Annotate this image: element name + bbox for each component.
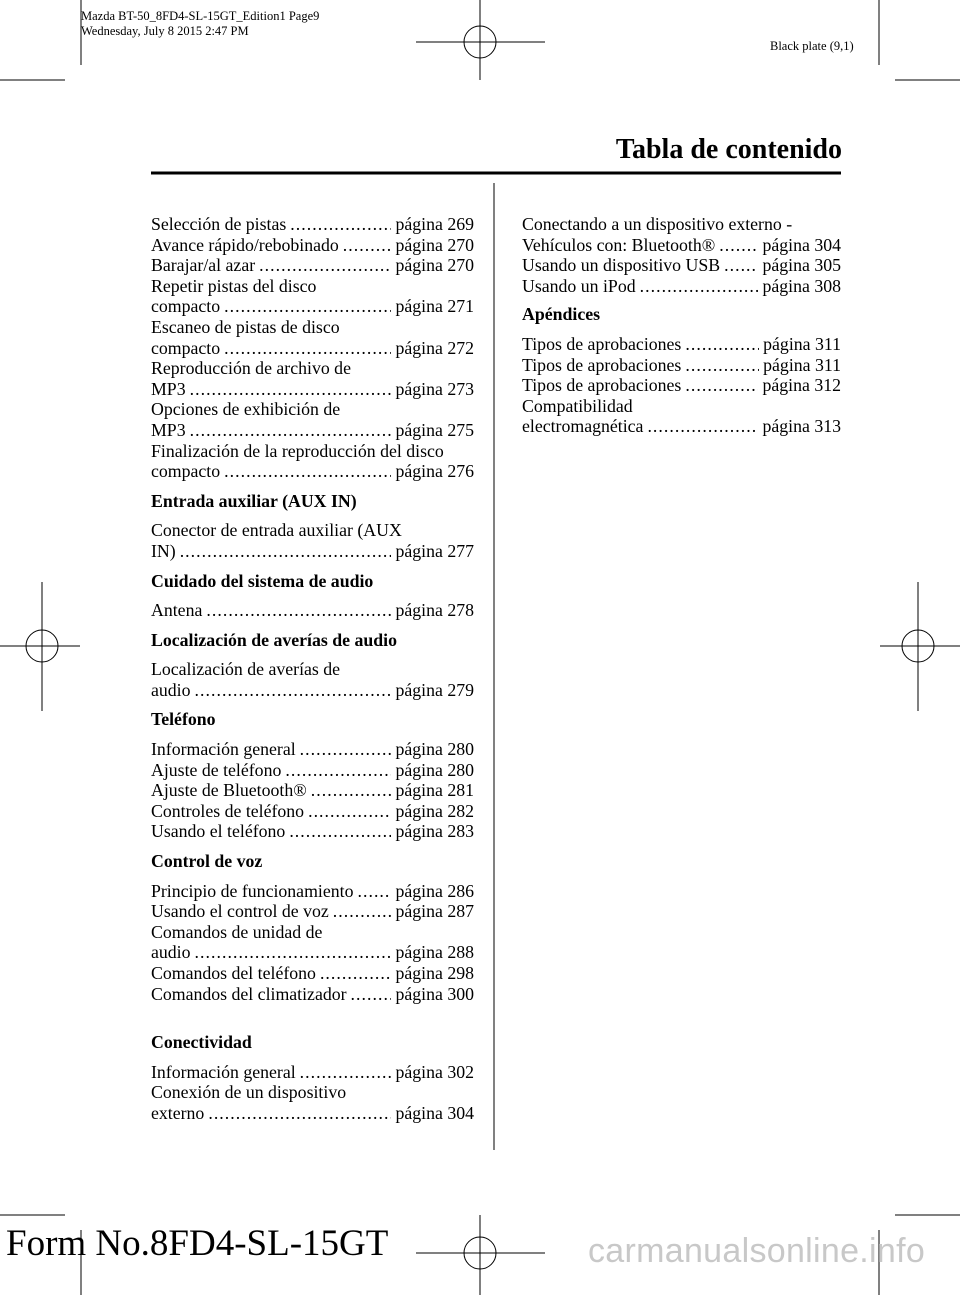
leader-dots (204, 1103, 391, 1124)
toc-entry[interactable] (522, 255, 841, 276)
entry-text: Avance rápido/rebobinado (151, 234, 339, 255)
leader-dots (176, 541, 392, 562)
page-ref: página 271 (395, 296, 474, 317)
leader-dots (715, 235, 758, 256)
page-ref: página 272 (395, 337, 474, 358)
toc-entry[interactable] (151, 922, 474, 963)
leader-dots (296, 739, 392, 760)
toc-entry[interactable] (151, 984, 474, 1005)
page-ref: página 312 (762, 375, 841, 396)
page-ref: página 313 (762, 416, 841, 437)
page-ref: página 279 (395, 679, 474, 700)
entry-text: externo (151, 1102, 205, 1123)
toc-entry[interactable] (522, 214, 845, 255)
leader-dots (636, 276, 759, 297)
entry-text: Selección de pistas (151, 214, 287, 234)
leader-dots (186, 379, 392, 400)
entry-text-line1: Finalización de la reproducción del disco (151, 440, 444, 461)
page-title: Tabla de contenido (615, 134, 842, 165)
entry-text: Antena (151, 600, 203, 621)
leader-dots (220, 461, 391, 482)
page-ref: página 283 (395, 821, 474, 842)
entry-text: audio (151, 679, 191, 700)
print-info-line-1: Mazda BT-50_8FD4-SL-15GT_Edition1 Page9 (81, 9, 320, 23)
leader-dots (296, 1062, 392, 1083)
page-ref: página 304 (395, 1102, 474, 1123)
toc-entry[interactable] (151, 214, 474, 235)
entry-text: Barajar/al azar (151, 255, 256, 276)
page-ref: página 304 (762, 234, 841, 255)
entry-text: Usando el teléfono (151, 821, 286, 842)
entry-text: Usando un iPod (522, 275, 636, 296)
page-ref: página 308 (762, 275, 841, 296)
entry-text-line1: Escaneo de pistas de disco (151, 316, 340, 337)
page-ref: página 278 (395, 600, 474, 621)
leader-dots (307, 780, 392, 801)
leader-dots (191, 680, 392, 701)
leader-dots (347, 984, 392, 1005)
toc-entry[interactable] (151, 399, 474, 440)
form-number: Form No.8FD4-SL-15GT (6, 1223, 389, 1264)
entry-text: IN) (151, 540, 176, 561)
entry-text-line1: Compatibilidad (522, 395, 633, 416)
section-title-audio-care: Cuidado del sistema de audio (151, 570, 374, 591)
toc-entry[interactable] (151, 1062, 474, 1083)
toc-entry[interactable] (151, 317, 474, 358)
page-ref: página 276 (395, 461, 474, 482)
toc-entry[interactable] (151, 1082, 474, 1123)
leader-dots (339, 235, 392, 256)
leader-dots (720, 255, 758, 276)
toc-entry[interactable] (151, 760, 474, 781)
entry-text: Usando un dispositivo USB (522, 255, 721, 276)
toc-group-cd (151, 214, 474, 482)
toc-entry[interactable] (151, 801, 474, 822)
page-ref: página 302 (395, 1061, 474, 1082)
toc-entry[interactable] (151, 600, 474, 621)
entry-text: Ajuste de Bluetooth® (151, 780, 307, 801)
page-ref: página 300 (395, 983, 474, 1004)
entry-text: Información general (151, 1061, 296, 1082)
leader-dots (186, 420, 392, 441)
toc-entry[interactable] (151, 963, 474, 984)
toc-entry[interactable] (151, 821, 474, 842)
toc-entry[interactable] (151, 780, 474, 801)
entry-text-line1: Reproducción de archivo de (151, 358, 351, 379)
page-ref: página 270 (395, 255, 474, 276)
page-ref: página 269 (395, 214, 474, 234)
entry-text: Información general (151, 739, 296, 760)
page-ref: página 287 (395, 901, 474, 922)
entry-text: Comandos del teléfono (151, 963, 316, 983)
entry-text: Ajuste de teléfono (151, 759, 282, 780)
entry-text: audio (151, 942, 191, 963)
leader-dots (285, 821, 391, 842)
page-ref: página 311 (763, 354, 841, 375)
entry-text-line1: Conexión de un dispositivo (151, 1082, 347, 1103)
print-info-line-2: Wednesday, July 8 2015 2:47 PM (81, 24, 249, 38)
entry-text: compacto (151, 337, 221, 358)
plate-label: Black plate (9,1) (770, 39, 854, 53)
section-title-appendices: Apéndices (522, 304, 601, 325)
entry-text: Vehículos con: Bluetooth® (522, 234, 716, 255)
page-ref: página 280 (395, 739, 474, 760)
left-column (151, 214, 474, 1124)
entry-text-line1: Conector de entrada auxiliar (AUX (151, 520, 402, 541)
leader-dots (202, 600, 391, 621)
page-ref: página 277 (395, 540, 474, 561)
toc-entry[interactable] (522, 355, 841, 376)
page-ref: página 298 (395, 963, 474, 983)
toc-entry[interactable] (151, 255, 474, 276)
section-title-audio-troubleshooting: Localización de averías de audio (151, 629, 397, 650)
entry-text-line1: Repetir pistas del disco (151, 275, 317, 296)
leader-dots (304, 801, 391, 822)
page-ref: página 273 (395, 378, 474, 399)
leader-dots (681, 355, 759, 376)
leader-dots (286, 214, 391, 235)
toc-entry[interactable] (151, 659, 474, 700)
page-ref: página 286 (395, 880, 474, 901)
toc-entry[interactable] (151, 739, 474, 760)
entry-text-line1: Comandos de unidad de (151, 921, 323, 942)
toc-entry[interactable] (522, 375, 841, 396)
entry-text: Tipos de aprobaciones (522, 333, 682, 354)
entry-text: Tipos de aprobaciones (522, 354, 682, 375)
entry-text: electromagnética (522, 416, 644, 437)
toc-entry[interactable] (522, 334, 841, 355)
leader-dots (191, 942, 392, 963)
leader-dots (329, 901, 392, 922)
entry-text: Comandos del climatizador (151, 983, 347, 1004)
toc-entry[interactable] (151, 358, 474, 399)
entry-text-line1: Conectando a un dispositivo externo - (522, 214, 793, 234)
watermark-site: carmanualsonline.info (588, 1232, 926, 1270)
toc-entry[interactable] (151, 520, 474, 561)
entry-text: MP3 (151, 378, 186, 399)
page-ref: página 288 (395, 942, 474, 963)
leader-dots (353, 881, 391, 902)
entry-text: Tipos de aprobaciones (522, 375, 682, 396)
toc-entry[interactable] (151, 235, 474, 256)
toc-entry[interactable] (151, 276, 474, 317)
leader-dots (681, 334, 759, 355)
page-ref: página 282 (395, 800, 474, 821)
toc-entry[interactable] (151, 881, 474, 902)
section-title-voice-control: Control de voz (151, 851, 263, 872)
leader-dots (281, 760, 391, 781)
page-ref: página 305 (762, 255, 841, 276)
entry-text: MP3 (151, 419, 186, 440)
section-title-phone: Teléfono (151, 709, 216, 730)
leader-dots (316, 963, 392, 984)
leader-dots (255, 255, 391, 276)
page-ref: página 280 (395, 759, 474, 780)
leader-dots (220, 296, 391, 317)
entry-text: Principio de funcionamiento (151, 880, 354, 901)
page-ref: página 275 (395, 419, 474, 440)
leader-dots (681, 375, 758, 396)
entry-text: compacto (151, 296, 221, 317)
entry-text: Usando el control de voz (151, 901, 329, 922)
toc-entry[interactable] (151, 441, 474, 482)
toc-entry[interactable] (522, 276, 841, 297)
leader-dots (220, 338, 391, 359)
page-ref: página 270 (395, 234, 474, 255)
page-ref: página 281 (395, 780, 474, 801)
section-title-aux-in: Entrada auxiliar (AUX IN) (151, 490, 357, 511)
entry-text: compacto (151, 461, 221, 482)
leader-dots (643, 416, 758, 437)
entry-text-line1: Opciones de exhibición de (151, 399, 341, 420)
entry-text-line1: Localización de averías de (151, 659, 341, 680)
entry-text: Controles de teléfono (151, 800, 305, 821)
toc-entry[interactable] (151, 901, 474, 922)
toc-entry[interactable] (522, 396, 845, 437)
right-column (522, 214, 845, 437)
section-title-connectivity: Conectividad (151, 1032, 252, 1053)
page-ref: página 311 (763, 333, 841, 354)
